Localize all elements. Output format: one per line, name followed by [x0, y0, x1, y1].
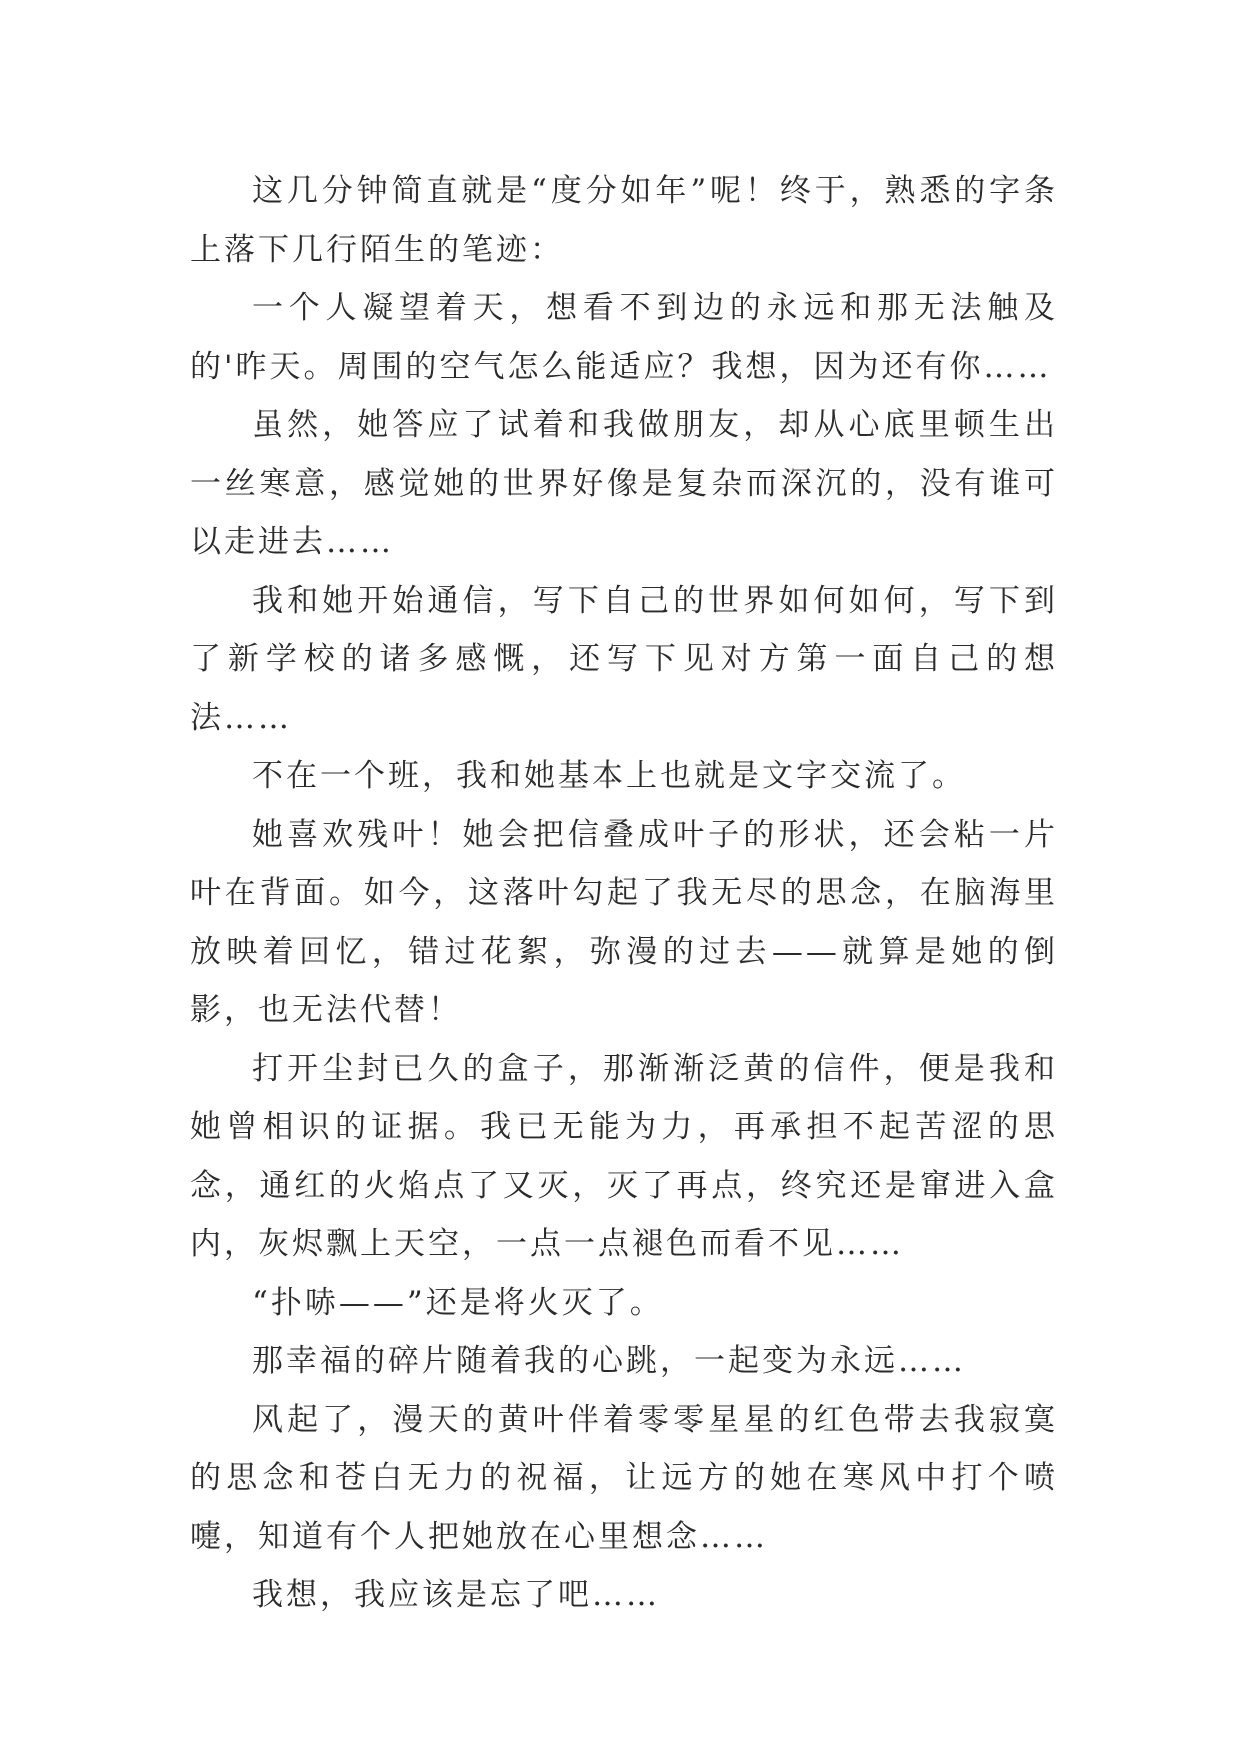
paragraph: 一个人凝望着天，想看不到边的永远和那无法触及的'昨天。周围的空气怎么能适应？我想，因为还有你…… — [190, 290, 1058, 385]
paragraph: 这几分钟简直就是“度分如年”呢！终于，熟悉的字条上落下几行陌生的笔迹： — [190, 173, 1058, 268]
paragraph: 我想，我应该是忘了吧…… — [252, 1577, 660, 1613]
paragraph: 她喜欢残叶！她会把信叠成叶子的形状，还会粘一片叶在背面。如今，这落叶勾起了我无尽的思念，在脑海里放映着回忆，错过花絮，弥漫的过去——就算是她的倒影，也无法代替！ — [190, 816, 1058, 1028]
document-body — [190, 162, 1058, 1625]
paragraph: 虽然，她答应了试着和我做朋友，却从心底里顿生出一丝寒意，感觉她的世界好像是复杂而深沉的，没有谁可以走进去…… — [190, 407, 1058, 560]
paragraph: “扑哧——”还是将火灭了。 — [252, 1284, 664, 1321]
paragraph: 不在一个班，我和她基本上也就是文字交流了。 — [252, 758, 966, 794]
paragraph: 那幸福的碎片随着我的心跳，一起变为永远…… — [252, 1343, 966, 1379]
paragraph: 风起了，漫天的黄叶伴着零零星星的红色带去我寂寞的思念和苍白无力的祝福，让远方的她在寒风中打个喷嚏，知道有个人把她放在心里想念…… — [190, 1401, 1058, 1555]
paragraph: 我和她开始通信，写下自己的世界如何如何，写下到了新学校的诸多感慨，还写下见对方第一面自己的想法…… — [190, 582, 1058, 736]
paragraph: 打开尘封已久的盒子，那渐渐泛黄的信件，便是我和她曾相识的证据。我已无能为力，再承担不起苦涩的思念，通红的火焰点了又灭，灭了再点，终究还是窜进入盒内，灰烬飘上天空，一点一点褪色而看不见…… — [190, 1050, 1058, 1262]
